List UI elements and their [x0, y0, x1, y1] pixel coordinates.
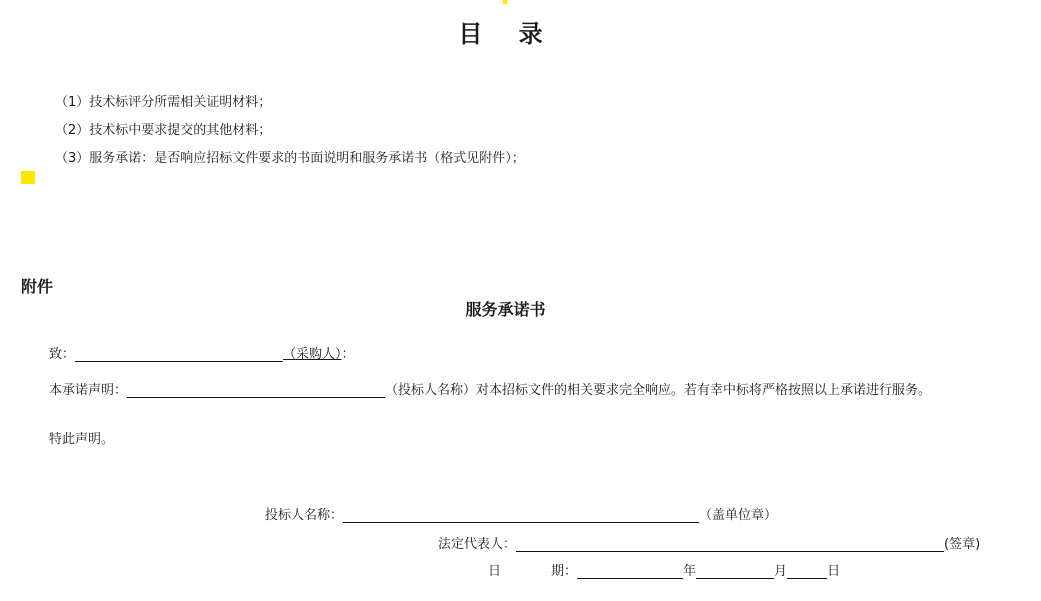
addressee-line [49, 343, 355, 362]
bidder-signature-blank[interactable] [343, 508, 699, 523]
toc-title: 目 录 [458, 19, 557, 48]
purchaser-label: （采购人） [283, 347, 342, 362]
month-blank[interactable] [696, 564, 774, 579]
bidder-label: 投标人名称： [265, 508, 344, 523]
date-line [488, 560, 840, 579]
closing-text: 特此声明。 [49, 432, 115, 447]
day-label: 日 [827, 564, 841, 579]
addressee-colon: ： [341, 347, 355, 362]
declaration-text: （投标人名称）对本招标文件的相关要求完全响应。若有幸中标将严格按照以上承诺进行服务。 [385, 383, 932, 398]
date-label-day: 日 [488, 564, 502, 579]
purchaser-blank[interactable] [75, 347, 283, 362]
representative-blank[interactable] [516, 537, 944, 552]
year-label: 年 [683, 564, 697, 579]
date-label-period: 期： [551, 564, 578, 579]
highlight-marker-left [21, 171, 35, 184]
toc-item-1: （1）技术标评分所需相关证明材料； [55, 95, 272, 110]
bidder-seal: （盖单位章） [699, 508, 778, 523]
toc-item-3: （3）服务承诺：是否响应招标文件要求的书面说明和服务承诺书（格式见附件）； [55, 151, 525, 166]
representative-label: 法定代表人： [438, 537, 517, 552]
month-label: 月 [774, 564, 788, 579]
representative-line [438, 533, 980, 552]
addressee-prefix: 致： [49, 347, 76, 362]
highlight-marker-top [503, 0, 507, 4]
toc-item-2: （2）技术标中要求提交的其他材料； [55, 123, 272, 138]
representative-sign: (签章) [944, 537, 981, 552]
declaration-prefix: 本承诺声明： [49, 383, 128, 398]
service-commitment-title: 服务承诺书 [465, 300, 546, 319]
year-blank[interactable] [577, 564, 683, 579]
bidder-signature-line [265, 504, 777, 523]
annex-label: 附件 [21, 277, 54, 296]
day-blank[interactable] [787, 564, 827, 579]
bidder-name-blank[interactable] [127, 383, 385, 398]
declaration-line [49, 379, 931, 398]
